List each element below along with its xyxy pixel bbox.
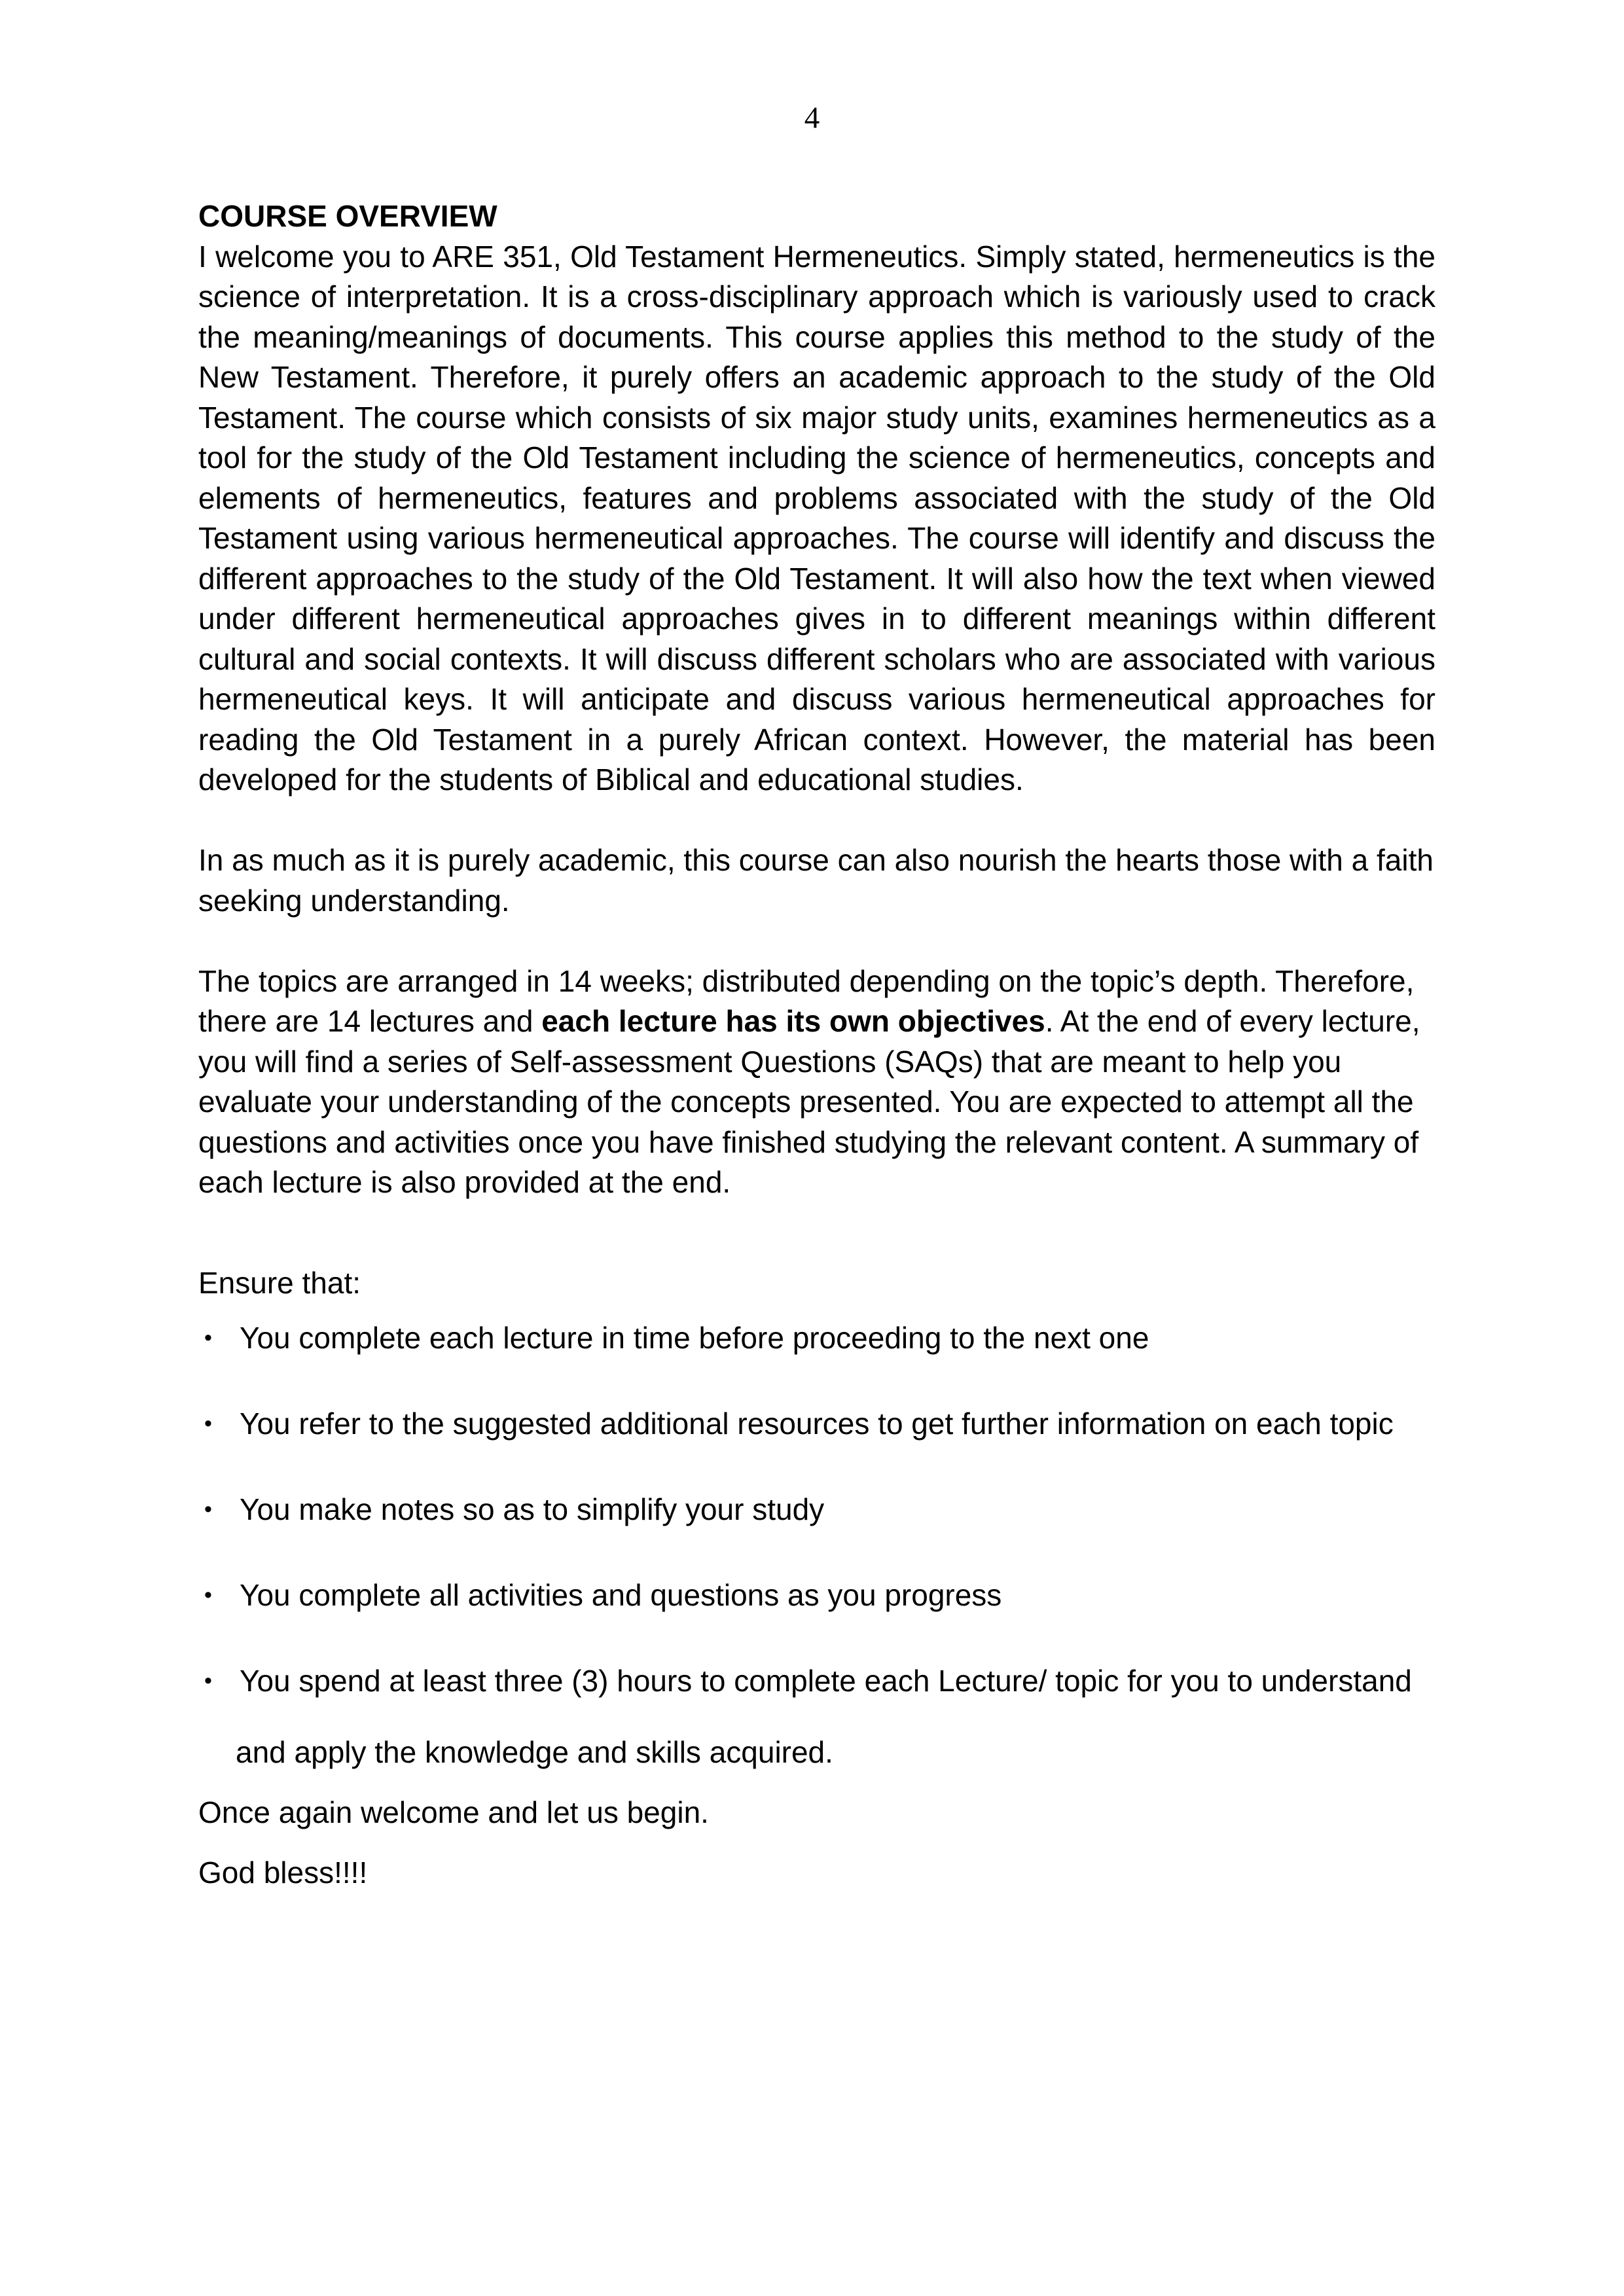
topics-paragraph xyxy=(198,961,1435,1203)
list-item-text: You make notes so as to simplify your study xyxy=(240,1492,825,1526)
list-item xyxy=(198,1318,1435,1358)
bullet-icon: • xyxy=(204,1411,212,1436)
faith-paragraph: In as much as it is purely academic, this course can also nourish the hearts those with a faith seeking understanding. xyxy=(198,843,1434,918)
bullet-icon: • xyxy=(204,1668,212,1693)
bullet-icon: • xyxy=(204,1583,212,1607)
list-item xyxy=(198,1660,1435,1701)
ensure-intro: Ensure that: xyxy=(198,1265,361,1300)
topics-text-start: The topics are arranged in 14 weeks; distributed depending on the topic’s depth. Therefore, there are 14 lectures and xyxy=(198,963,1415,1038)
page-content xyxy=(198,196,1435,1893)
ensure-list xyxy=(198,1318,1435,1701)
section-heading: COURSE OVERVIEW xyxy=(198,199,497,233)
list-item-text: You complete each lecture in time before proceeding to the next one xyxy=(240,1321,1149,1355)
list-item xyxy=(198,1489,1435,1530)
closing-welcome: Once again welcome and let us begin. xyxy=(198,1795,709,1829)
paragraph-spacer xyxy=(198,921,1435,961)
list-item-text: You spend at least three (3) hours to complete each Lecture/ topic for you to understand xyxy=(240,1664,1412,1698)
list-item-text: You refer to the suggested additional resources to get further information on each topic xyxy=(240,1407,1394,1441)
page-number: 4 xyxy=(804,101,820,135)
list-item xyxy=(198,1575,1435,1615)
overview-paragraph: I welcome you to ARE 351, Old Testament Hermeneutics. Simply stated, hermeneutics is the science of interpretation. It is a cross-disciplinary approach which is variously used to crack the meaning/meanings of documents. This course applies this method to the study of the New Testament. Therefore, it purely offers an academic approach to the study of the Old Testament. The course which consists of six major study units, examines hermeneutics as a tool for the study of the Old Testament including the science of hermeneutics, concepts and elements of hermeneutics, features and problems associated with the study of the Old Testament using various hermeneutical approaches. The course will identify and discuss the different approaches to the study of the Old Testament. It will also how the text when viewed under different hermeneutical approaches gives in to different meanings within different cultural and social contexts. It will discuss different scholars who are associated with various hermeneutical keys. It will anticipate and discuss various hermeneutical approaches for reading the Old Testament in a purely African context. However, the material has been developed for the students of Biblical and educational studies. xyxy=(198,239,1435,797)
paragraph-spacer xyxy=(198,800,1435,841)
bullet-icon: • xyxy=(204,1325,212,1350)
topics-text-end: . At the end of every lecture, you will find a series of Self-assessment Questions (SAQs) that are meant to help you evaluate your understanding of the concepts presented. You are expected to attempt all the questions and activities once you have finished studying the relevant content. A summary of each lecture is also provided at the end. xyxy=(198,1004,1420,1199)
objectives-emphasis: each lecture has its own objectives xyxy=(541,1004,1045,1038)
list-item xyxy=(198,1403,1435,1444)
paragraph-spacer xyxy=(198,1203,1435,1263)
list-item-text: You complete all activities and questions as you progress xyxy=(240,1578,1002,1612)
list-item-continuation: and apply the knowledge and skills acquired. xyxy=(236,1735,833,1769)
bullet-icon: • xyxy=(204,1497,212,1522)
closing-blessing: God bless!!!! xyxy=(198,1856,368,1890)
